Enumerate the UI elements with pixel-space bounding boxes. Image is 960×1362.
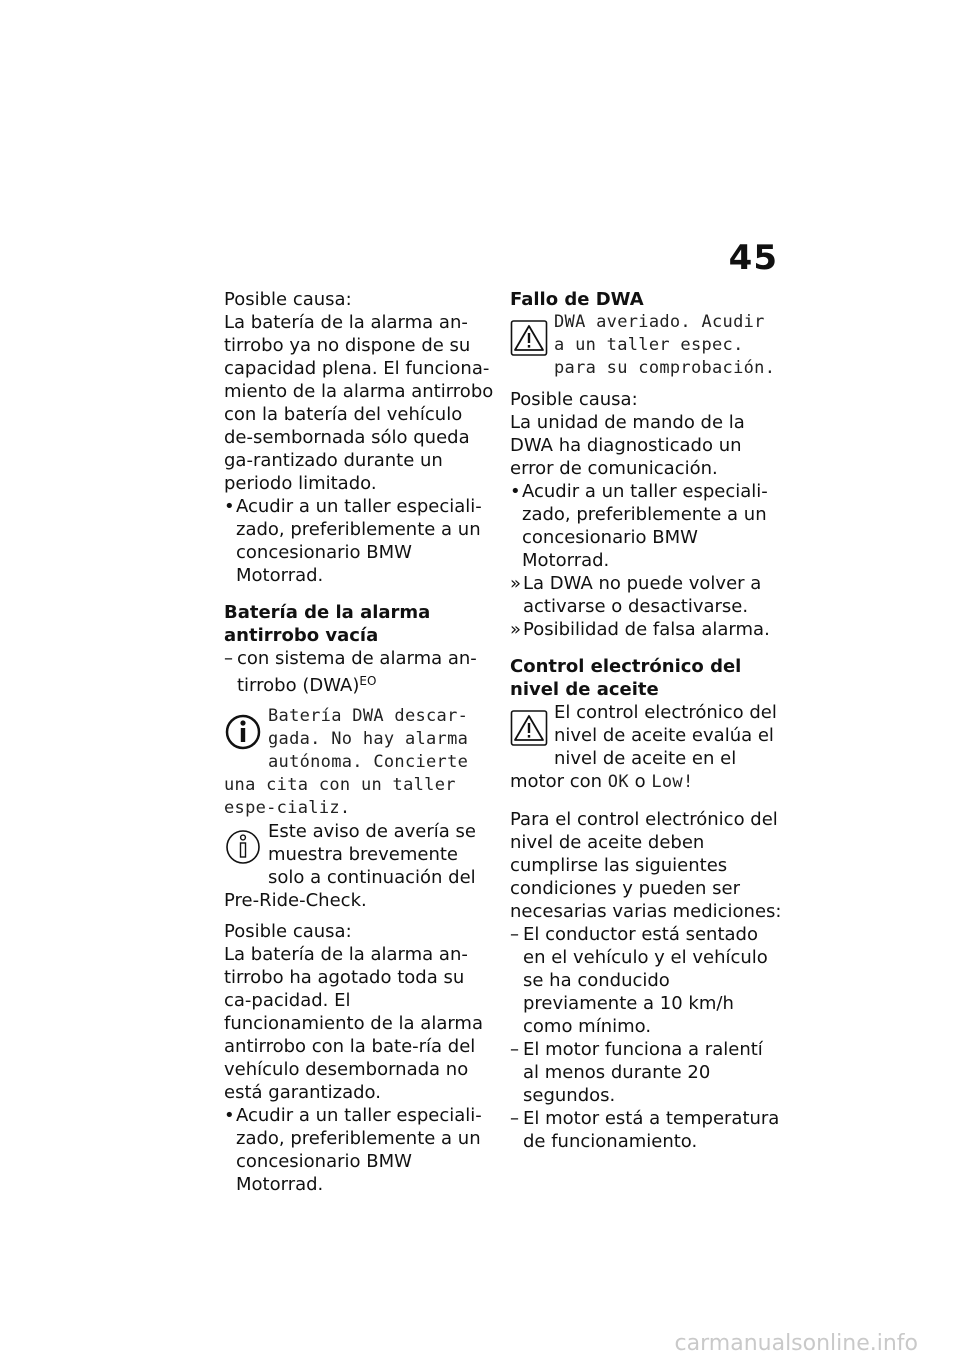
oil-low-value: Low! — [651, 772, 694, 792]
condition-item — [510, 1107, 782, 1153]
condition-item — [510, 923, 782, 1038]
bullet-text: Acudir a un taller especiali-zado, preferiblemente a un concesionario BMW Motorrad. — [236, 1105, 482, 1195]
dash-marker: – — [510, 924, 519, 945]
cause-label: Posible causa: — [510, 389, 638, 410]
watermark: carmanualsonline.info — [674, 1331, 918, 1356]
result-item — [510, 618, 782, 641]
conditions-intro: Para el control electrónico del nivel de aceite deben cumplirse las siguientes condiciones y pueden ser necesarias varias mediciones: — [510, 809, 782, 922]
oil-warning-block — [510, 701, 782, 794]
note-text: Este aviso de avería se muestra brevemente solo a continuación del Pre-Ride-Check. — [224, 821, 476, 911]
info-message: Batería DWA descar-gada. No hay alarma autónoma. Concierte una cita con un taller espe-cializ. — [224, 706, 469, 818]
list-item — [224, 1104, 494, 1196]
result-item — [510, 572, 782, 618]
arrow-marker: » — [510, 619, 522, 640]
dash-marker: – — [510, 1108, 519, 1129]
section-title: Control electrónico del nivel de aceite — [510, 656, 742, 700]
dash-marker: – — [224, 648, 233, 669]
warning-message-block — [510, 311, 782, 380]
warning-icon — [510, 707, 548, 749]
result-text: La DWA no puede volver a activarse o desactivarse. — [523, 573, 762, 617]
note-icon — [224, 826, 262, 868]
info-message-block — [224, 705, 494, 820]
list-item — [224, 495, 494, 587]
note-block — [224, 820, 494, 912]
condition-text: El conductor está sentado en el vehículo y el vehículo se ha conducido previamente a 10 km/h como mínimo. — [523, 924, 768, 1037]
dash-marker: – — [510, 1039, 519, 1060]
condition-item — [510, 1038, 782, 1107]
oil-description: El control electrónico del nivel de aceite evalúa el nivel de aceite en el motor con — [510, 702, 777, 792]
bullet-marker: • — [224, 496, 235, 517]
section-title: Fallo de DWA — [510, 289, 644, 310]
oil-text — [510, 701, 782, 794]
condition-text: El motor funciona a ralentí al menos durante 20 segundos. — [523, 1039, 763, 1106]
cause-text: La unidad de mando de la DWA ha diagnosticado un error de comunicación. — [510, 412, 745, 479]
info-icon — [224, 711, 262, 753]
page-number: 45 — [728, 238, 778, 278]
oil-or: o — [634, 771, 646, 792]
cause-text: La batería de la alarma an-tirrobo ha agotado toda su ca-pacidad. El funcionamiento de la alarma antirrobo con la bate-ría del vehículo desembornada no está garantizado. — [224, 944, 483, 1103]
list-item — [510, 480, 782, 572]
bullet-marker: • — [510, 481, 521, 502]
right-column — [510, 288, 782, 1153]
oil-ok-value: OK — [607, 772, 629, 792]
arrow-marker: » — [510, 573, 522, 594]
bullet-marker: • — [224, 1105, 235, 1126]
cause-text: La batería de la alarma an-tirrobo ya no dispone de su capacidad plena. El funciona-miento de la alarma antirrobo con la batería del vehículo de-sembornada sólo queda ga-rantizado durante un periodo limitado. — [224, 312, 494, 494]
cause-label: Posible causa: — [224, 289, 352, 310]
result-text: Posibilidad de falsa alarma. — [523, 619, 770, 640]
bullet-text: Acudir a un taller especiali-zado, preferiblemente a un concesionario BMW Motorrad. — [522, 481, 768, 571]
condition-text: con sistema de alarma an-tirrobo (DWA) — [237, 648, 477, 696]
bullet-text: Acudir a un taller especiali-zado, preferiblemente a un concesionario BMW Motorrad. — [236, 496, 482, 586]
left-column — [224, 288, 494, 1196]
warning-icon — [510, 317, 548, 359]
warning-message: DWA averiado. Acudir a un taller espec. para su comprobación. — [554, 312, 776, 378]
superscript-eo: EO — [359, 674, 377, 688]
condition-text: El motor está a temperatura de funcionamiento. — [523, 1108, 780, 1152]
section-title: Batería de la alarma antirrobo vacía — [224, 602, 431, 646]
condition-item — [224, 647, 494, 697]
cause-label: Posible causa: — [224, 921, 352, 942]
